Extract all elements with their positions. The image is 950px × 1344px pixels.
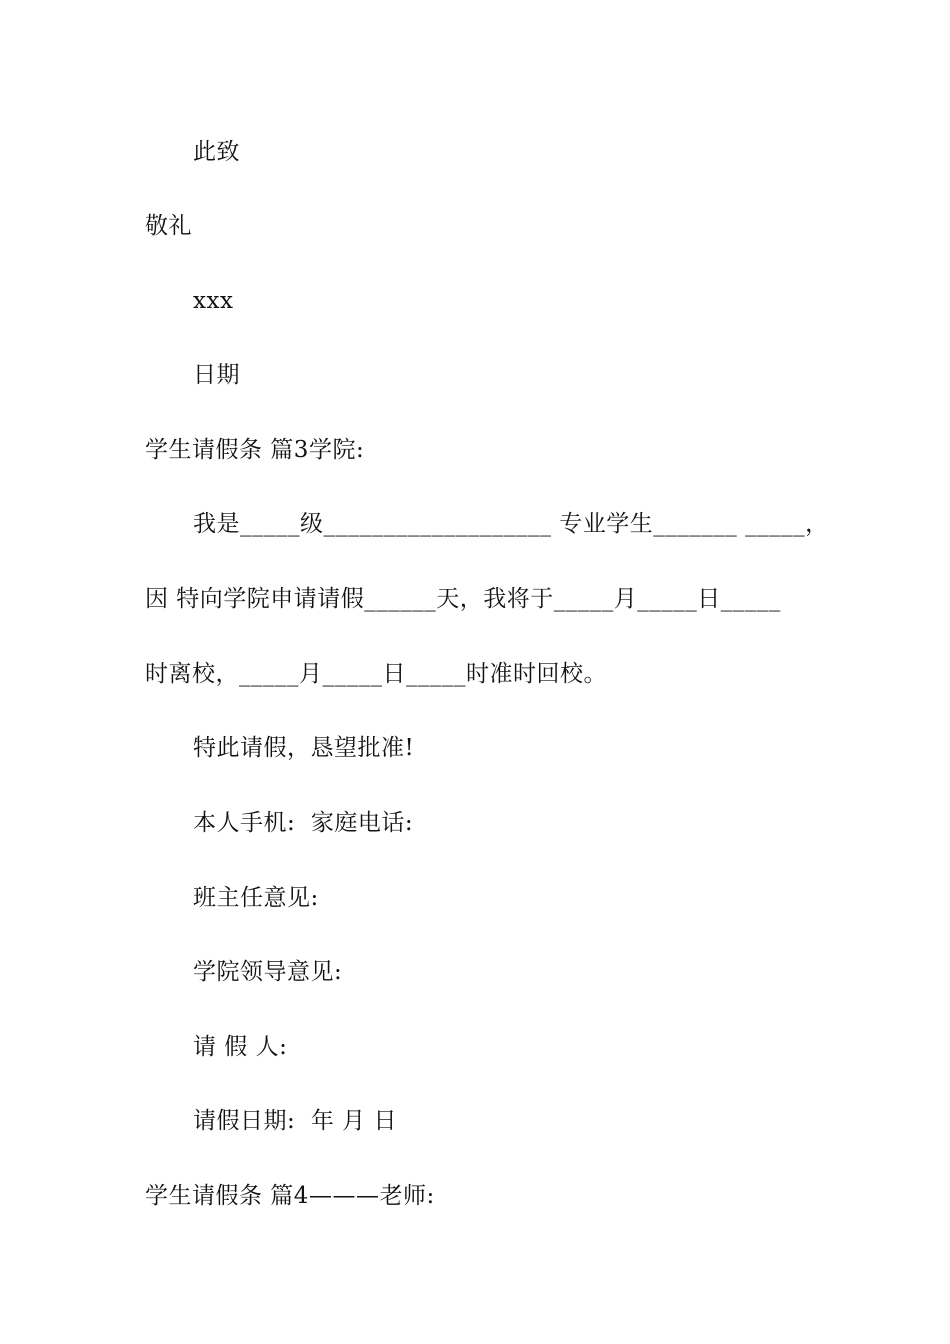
closing-line: 此致 [193, 139, 240, 165]
section-heading-4: 学生请假条 篇4———老师: [145, 1183, 435, 1209]
request-line: 特此请假，恳望批准! [193, 735, 415, 761]
salutation-line: 敬礼 [145, 213, 192, 239]
applicant-line: 请 假 人: [193, 1034, 288, 1060]
leave-date-line: 请假日期: 年 月 日 [193, 1108, 397, 1134]
body-line-3: 时离校，_____月_____日_____时准时回校。 [145, 661, 607, 687]
body-line-2: 因 特向学院申请请假______天，我将于_____月_____日_____ [145, 586, 781, 612]
signature-line: xxx [193, 288, 234, 314]
phone-line: 本人手机: 家庭电话: [193, 810, 414, 836]
date-line: 日期 [193, 362, 240, 388]
teacher-opinion-line: 班主任意见: [193, 885, 319, 911]
body-line-1: 我是_____级___________________ 专业学生_______ _____， [193, 511, 829, 537]
leader-opinion-line: 学院领导意见: [193, 959, 343, 985]
section-heading-3: 学生请假条 篇3学院: [145, 437, 365, 463]
